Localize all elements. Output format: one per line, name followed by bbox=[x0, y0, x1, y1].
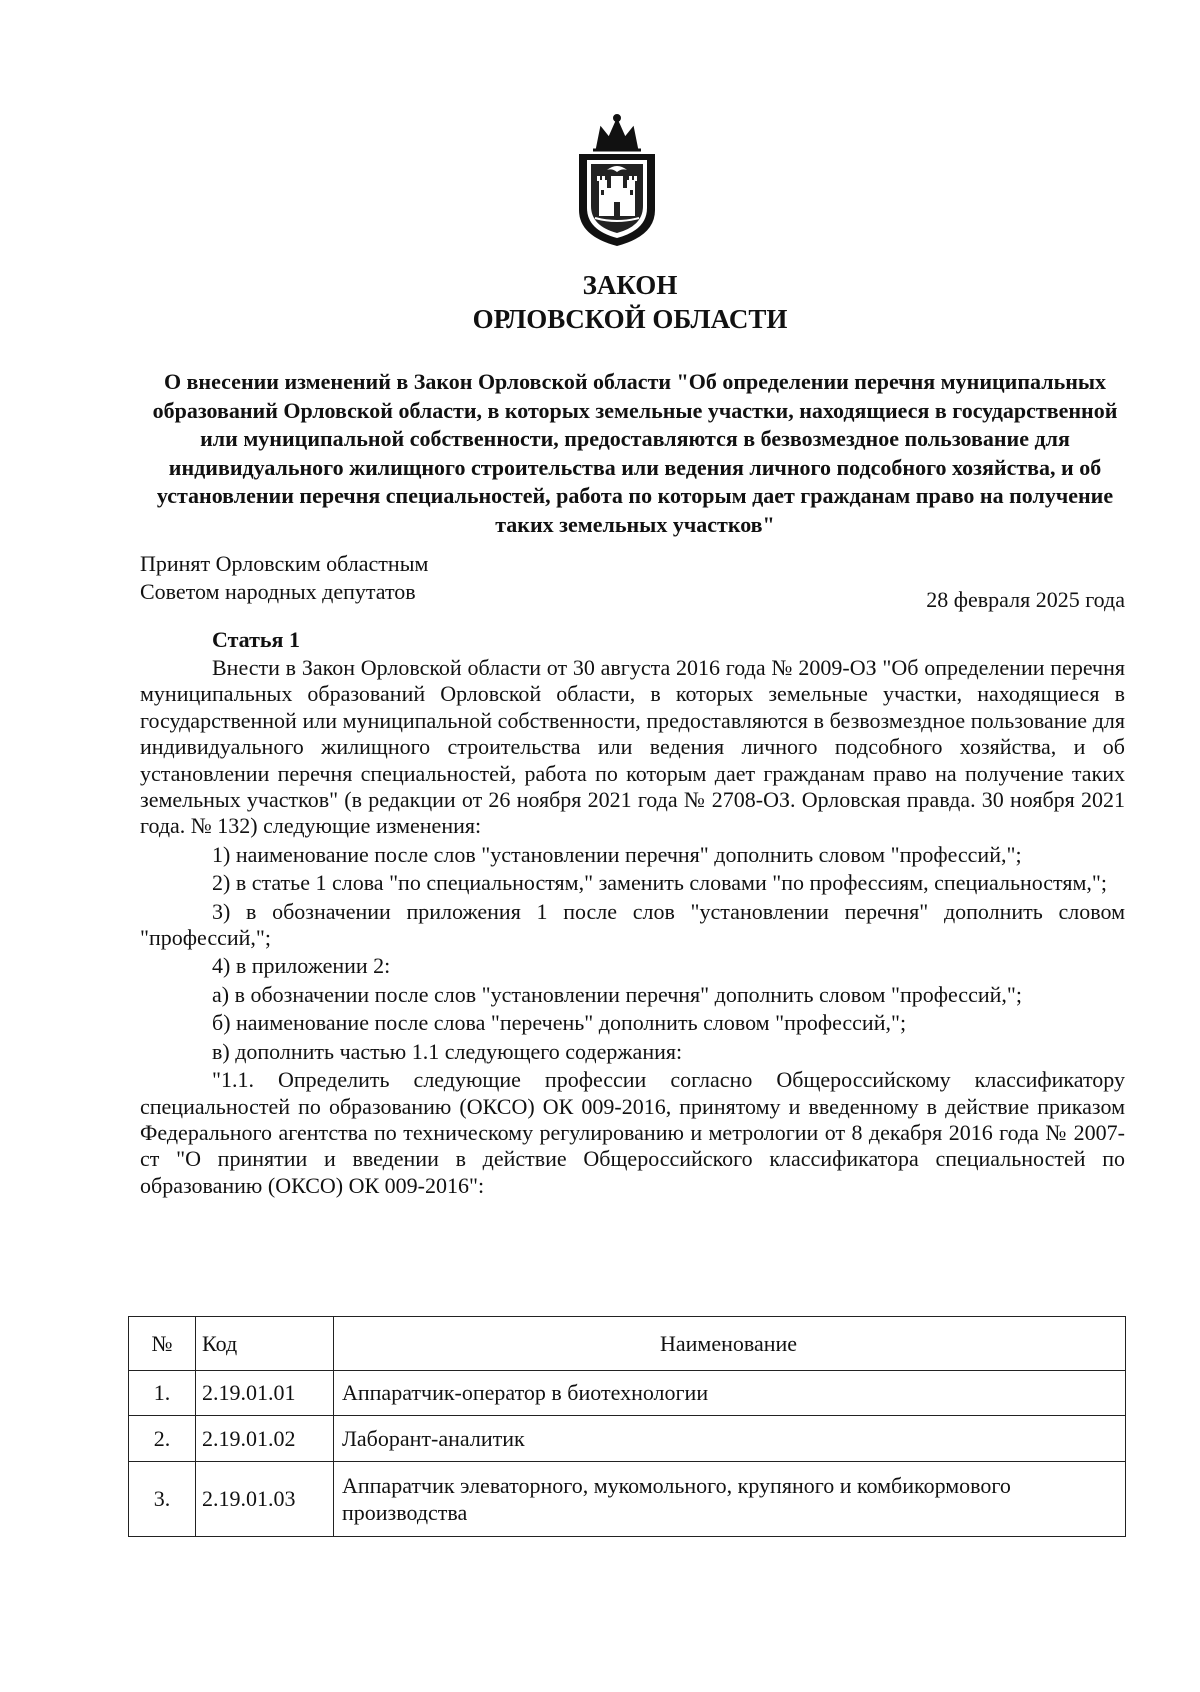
article-item: 2) в статье 1 слова "по специальностям," заменить словами "по профессиям, специальностям,"; bbox=[212, 870, 1108, 896]
row-code: 2.19.01.02 bbox=[196, 1416, 334, 1462]
article-intro: Внести в Закон Орловской области от 30 августа 2016 года № 2009-ОЗ "Об определении перечня муниципальных образований Орловской области, в которых земельные участки, находящиеся в государственной или муниципальной собственности, предоставляются в безвозмездное пользование для индивидуального жилищного строительства или ведения личного подсобного хозяйства, и об установлении перечня специальностей, работа по которым дает гражданам право на получение таких земельных участков" (в редакции от 26 ноября 2021 года № 2708-ОЗ. Орловская правда. 30 ноября 2021 года. № 132) следующие изменения: bbox=[140, 655, 1125, 839]
law-title-line2: ОРЛОВСКОЙ ОБЛАСТИ bbox=[472, 304, 788, 334]
table-header-row bbox=[129, 1317, 1126, 1371]
row-code: 2.19.01.03 bbox=[196, 1462, 334, 1537]
article-body bbox=[140, 655, 1125, 1199]
article-item: 1) наименование после слов "установлении перечня" дополнить словом "профессий,"; bbox=[212, 841, 1022, 867]
professions-table-wrapper bbox=[128, 1316, 1126, 1537]
adoption-date: 28 февраля 2025 года bbox=[926, 587, 1125, 612]
adoption-line2: Советом народных депутатов bbox=[140, 579, 416, 604]
table-row bbox=[129, 1371, 1126, 1416]
row-name: Лаборант-аналитик bbox=[334, 1416, 1126, 1462]
header-code: Код bbox=[196, 1317, 334, 1371]
article-heading: Статья 1 bbox=[212, 627, 300, 652]
table-row bbox=[129, 1462, 1126, 1537]
professions-table bbox=[128, 1316, 1126, 1537]
row-num: 2. bbox=[129, 1416, 196, 1462]
article-item: 3) в обозначении приложения 1 после слов "установлении перечня" дополнить словом "профессий,"; bbox=[140, 898, 1125, 951]
article-item: "1.1. Определить следующие профессии согласно Общероссийскому классификатору специальностей по образованию (ОКСО) ОК 009-2016, принятому и введенному в действие приказом Федерального агентства по техническому регулированию и метрологии от 8 декабря 2016 года № 2007-ст "О принятии и введении в действие Общероссийского классификатора специальностей по образованию (ОКСО) ОК 009-2016": bbox=[140, 1067, 1125, 1198]
law-title-line1: ЗАКОН bbox=[582, 270, 678, 300]
table-row bbox=[129, 1416, 1126, 1462]
coat-of-arms-icon bbox=[567, 110, 667, 250]
article-item: а) в обозначении после слов "установлении перечня" дополнить словом "профессий,"; bbox=[212, 981, 1022, 1007]
article-item: 4) в приложении 2: bbox=[212, 953, 391, 979]
article-item: в) дополнить частью 1.1 следующего содержания: bbox=[212, 1038, 683, 1064]
row-num: 1. bbox=[129, 1371, 196, 1416]
row-name: Аппаратчик элеваторного, мукомольного, крупяного и комбикормового производства bbox=[334, 1462, 1126, 1537]
row-name: Аппаратчик-оператор в биотехнологии bbox=[334, 1371, 1126, 1416]
law-subject: О внесении изменений в Закон Орловской области "Об определении перечня муниципальных образований Орловской области, в которых земельные участки, находящиеся в государственной или муниципальной собственности, предоставляются в безвозмездное пользование для индивидуального жилищного строительства или ведения личного подсобного хозяйства, и об установлении перечня специальностей, работа по которым дает гражданам право на получение таких земельных участков" bbox=[152, 369, 1118, 537]
article-item: б) наименование после слова "перечень" дополнить словом "профессий,"; bbox=[212, 1010, 907, 1036]
header-num: № bbox=[129, 1317, 196, 1371]
header-name: Наименование bbox=[334, 1317, 1126, 1371]
adoption-body bbox=[140, 550, 428, 606]
row-code: 2.19.01.01 bbox=[196, 1371, 334, 1416]
row-num: 3. bbox=[129, 1462, 196, 1537]
adoption-line1: Принят Орловским областным bbox=[140, 551, 429, 576]
law-title bbox=[0, 268, 1200, 336]
